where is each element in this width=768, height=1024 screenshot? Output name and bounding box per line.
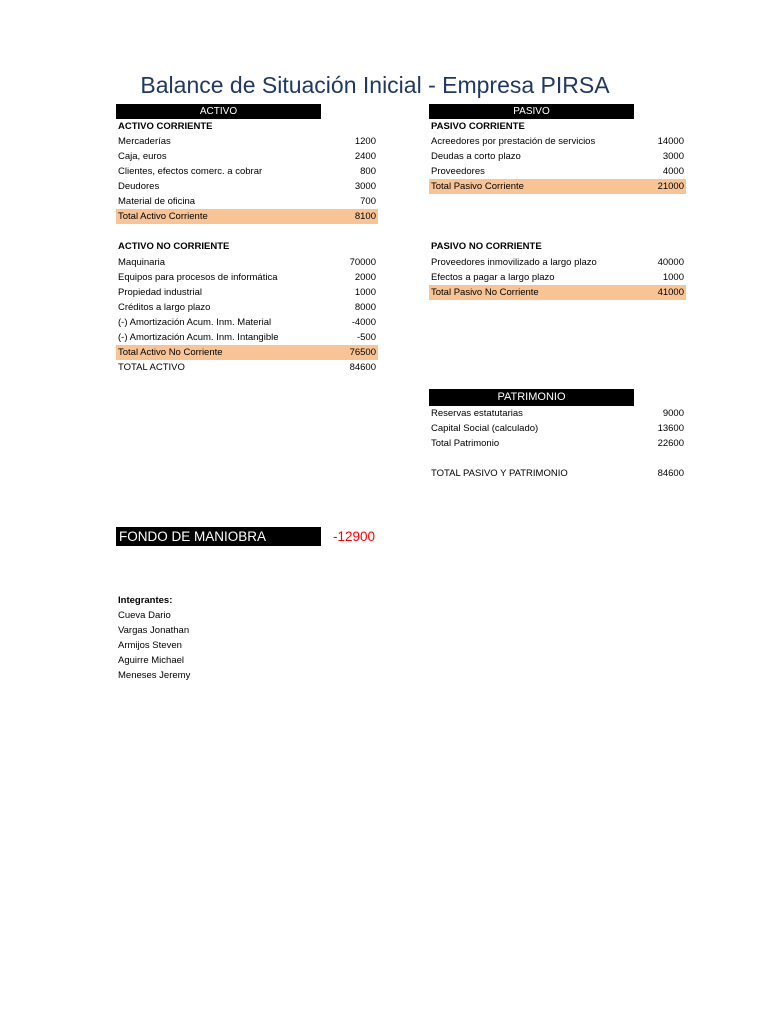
row-value: 3000 — [354, 181, 376, 192]
row-label: Proveedores inmovilizado a largo plazo — [431, 257, 597, 268]
table-row — [429, 255, 686, 270]
row-label: (-) Amortización Acum. Inm. Material — [118, 317, 272, 328]
integrantes-heading: Integrantes: — [118, 595, 173, 606]
row-label: (-) Amortización Acum. Inm. Intangible — [118, 332, 279, 343]
row-label: Equipos para procesos de informática — [118, 272, 278, 283]
table-row — [429, 406, 686, 421]
total-pasivo-patrimonio-row — [429, 466, 686, 481]
list-item: Armijos Steven — [118, 640, 182, 651]
fondo-maniobra-value: -12900 — [332, 529, 375, 544]
row-value: 14000 — [657, 136, 684, 147]
row-value: 4000 — [662, 166, 684, 177]
row-label: Clientes, efectos comerc. a cobrar — [118, 166, 263, 177]
row-label: Créditos a largo plazo — [118, 302, 211, 313]
pasivo-header: PASIVO — [429, 104, 634, 119]
table-row — [116, 164, 378, 179]
table-row — [116, 300, 378, 315]
row-label: Total Pasivo Corriente — [431, 181, 524, 192]
row-label: Deudores — [118, 181, 160, 192]
row-label: Mercaderías — [118, 136, 171, 147]
table-row — [116, 134, 378, 149]
row-label: TOTAL ACTIVO — [118, 362, 185, 373]
section-heading: PASIVO CORRIENTE — [431, 121, 525, 132]
row-label: Material de oficina — [118, 196, 196, 207]
row-label: Caja, euros — [118, 151, 167, 162]
list-item: Cueva Dario — [118, 610, 171, 621]
pasivo-corriente-heading — [429, 119, 686, 134]
table-row — [116, 179, 378, 194]
row-value: -500 — [356, 332, 376, 343]
table-row — [429, 164, 686, 179]
row-value: 84600 — [349, 362, 376, 373]
table-row — [116, 194, 378, 209]
total-activo-no-corriente-row — [116, 345, 378, 360]
row-label: Efectos a pagar a largo plazo — [431, 272, 555, 283]
section-heading: PASIVO NO CORRIENTE — [431, 241, 542, 252]
row-value: 70000 — [349, 257, 376, 268]
activo-header: ACTIVO — [116, 104, 321, 119]
row-value: 2000 — [354, 272, 376, 283]
list-item: Meneses Jeremy — [118, 670, 191, 681]
section-heading: ACTIVO NO CORRIENTE — [118, 241, 230, 252]
table-row — [429, 134, 686, 149]
pasivo-no-corriente-heading — [429, 239, 686, 254]
activo-corriente-heading — [116, 119, 378, 134]
activo-no-corriente-heading — [116, 239, 378, 254]
row-value: 3000 — [662, 151, 684, 162]
row-value: 84600 — [657, 468, 684, 479]
fondo-maniobra-label: FONDO DE MANIOBRA — [116, 527, 321, 546]
row-value: 8000 — [354, 302, 376, 313]
list-item: Vargas Jonathan — [118, 625, 190, 636]
row-value: 40000 — [657, 257, 684, 268]
row-value: 1000 — [662, 272, 684, 283]
total-activo-row — [116, 360, 378, 375]
row-label: Total Pasivo No Corriente — [431, 287, 539, 298]
row-value: 8100 — [354, 211, 376, 222]
row-value: 700 — [360, 196, 376, 207]
row-label: Proveedores — [431, 166, 485, 177]
row-value: 13600 — [657, 423, 684, 434]
row-label: Maquinaria — [118, 257, 165, 268]
table-row — [116, 149, 378, 164]
table-row — [116, 270, 378, 285]
table-row — [429, 436, 686, 451]
row-label: Reservas estatutarias — [431, 408, 523, 419]
list-item: Aguirre Michael — [118, 655, 184, 666]
row-value: -4000 — [351, 317, 376, 328]
total-pasivo-corriente-row — [429, 179, 686, 194]
table-row — [429, 149, 686, 164]
table-row — [116, 315, 378, 330]
row-label: Capital Social (calculado) — [431, 423, 539, 434]
total-activo-corriente-row — [116, 209, 378, 224]
row-value: 800 — [360, 166, 376, 177]
row-label: TOTAL PASIVO Y PATRIMONIO — [431, 468, 568, 479]
row-value: 9000 — [662, 408, 684, 419]
row-label: Acreedores por prestación de servicios — [431, 136, 596, 147]
row-label: Deudas a corto plazo — [431, 151, 521, 162]
row-value: 1200 — [354, 136, 376, 147]
table-row — [116, 285, 378, 300]
row-value: 22600 — [657, 438, 684, 449]
page-title: Balance de Situación Inicial - Empresa PIRSA — [140, 72, 610, 98]
table-row — [429, 270, 686, 285]
row-value: 41000 — [657, 287, 684, 298]
row-value: 21000 — [657, 181, 684, 192]
table-row — [429, 421, 686, 436]
table-row — [116, 255, 378, 270]
row-label: Total Patrimonio — [431, 438, 500, 449]
row-label: Total Activo No Corriente — [118, 347, 223, 358]
patrimonio-header: PATRIMONIO — [429, 389, 634, 406]
row-value: 76500 — [349, 347, 376, 358]
row-value: 1000 — [354, 287, 376, 298]
total-pasivo-no-corriente-row — [429, 285, 686, 300]
section-heading: ACTIVO CORRIENTE — [118, 121, 213, 132]
table-row — [116, 330, 378, 345]
row-label: Propiedad industrial — [118, 287, 202, 298]
row-label: Total Activo Corriente — [118, 211, 208, 222]
row-value: 2400 — [354, 151, 376, 162]
